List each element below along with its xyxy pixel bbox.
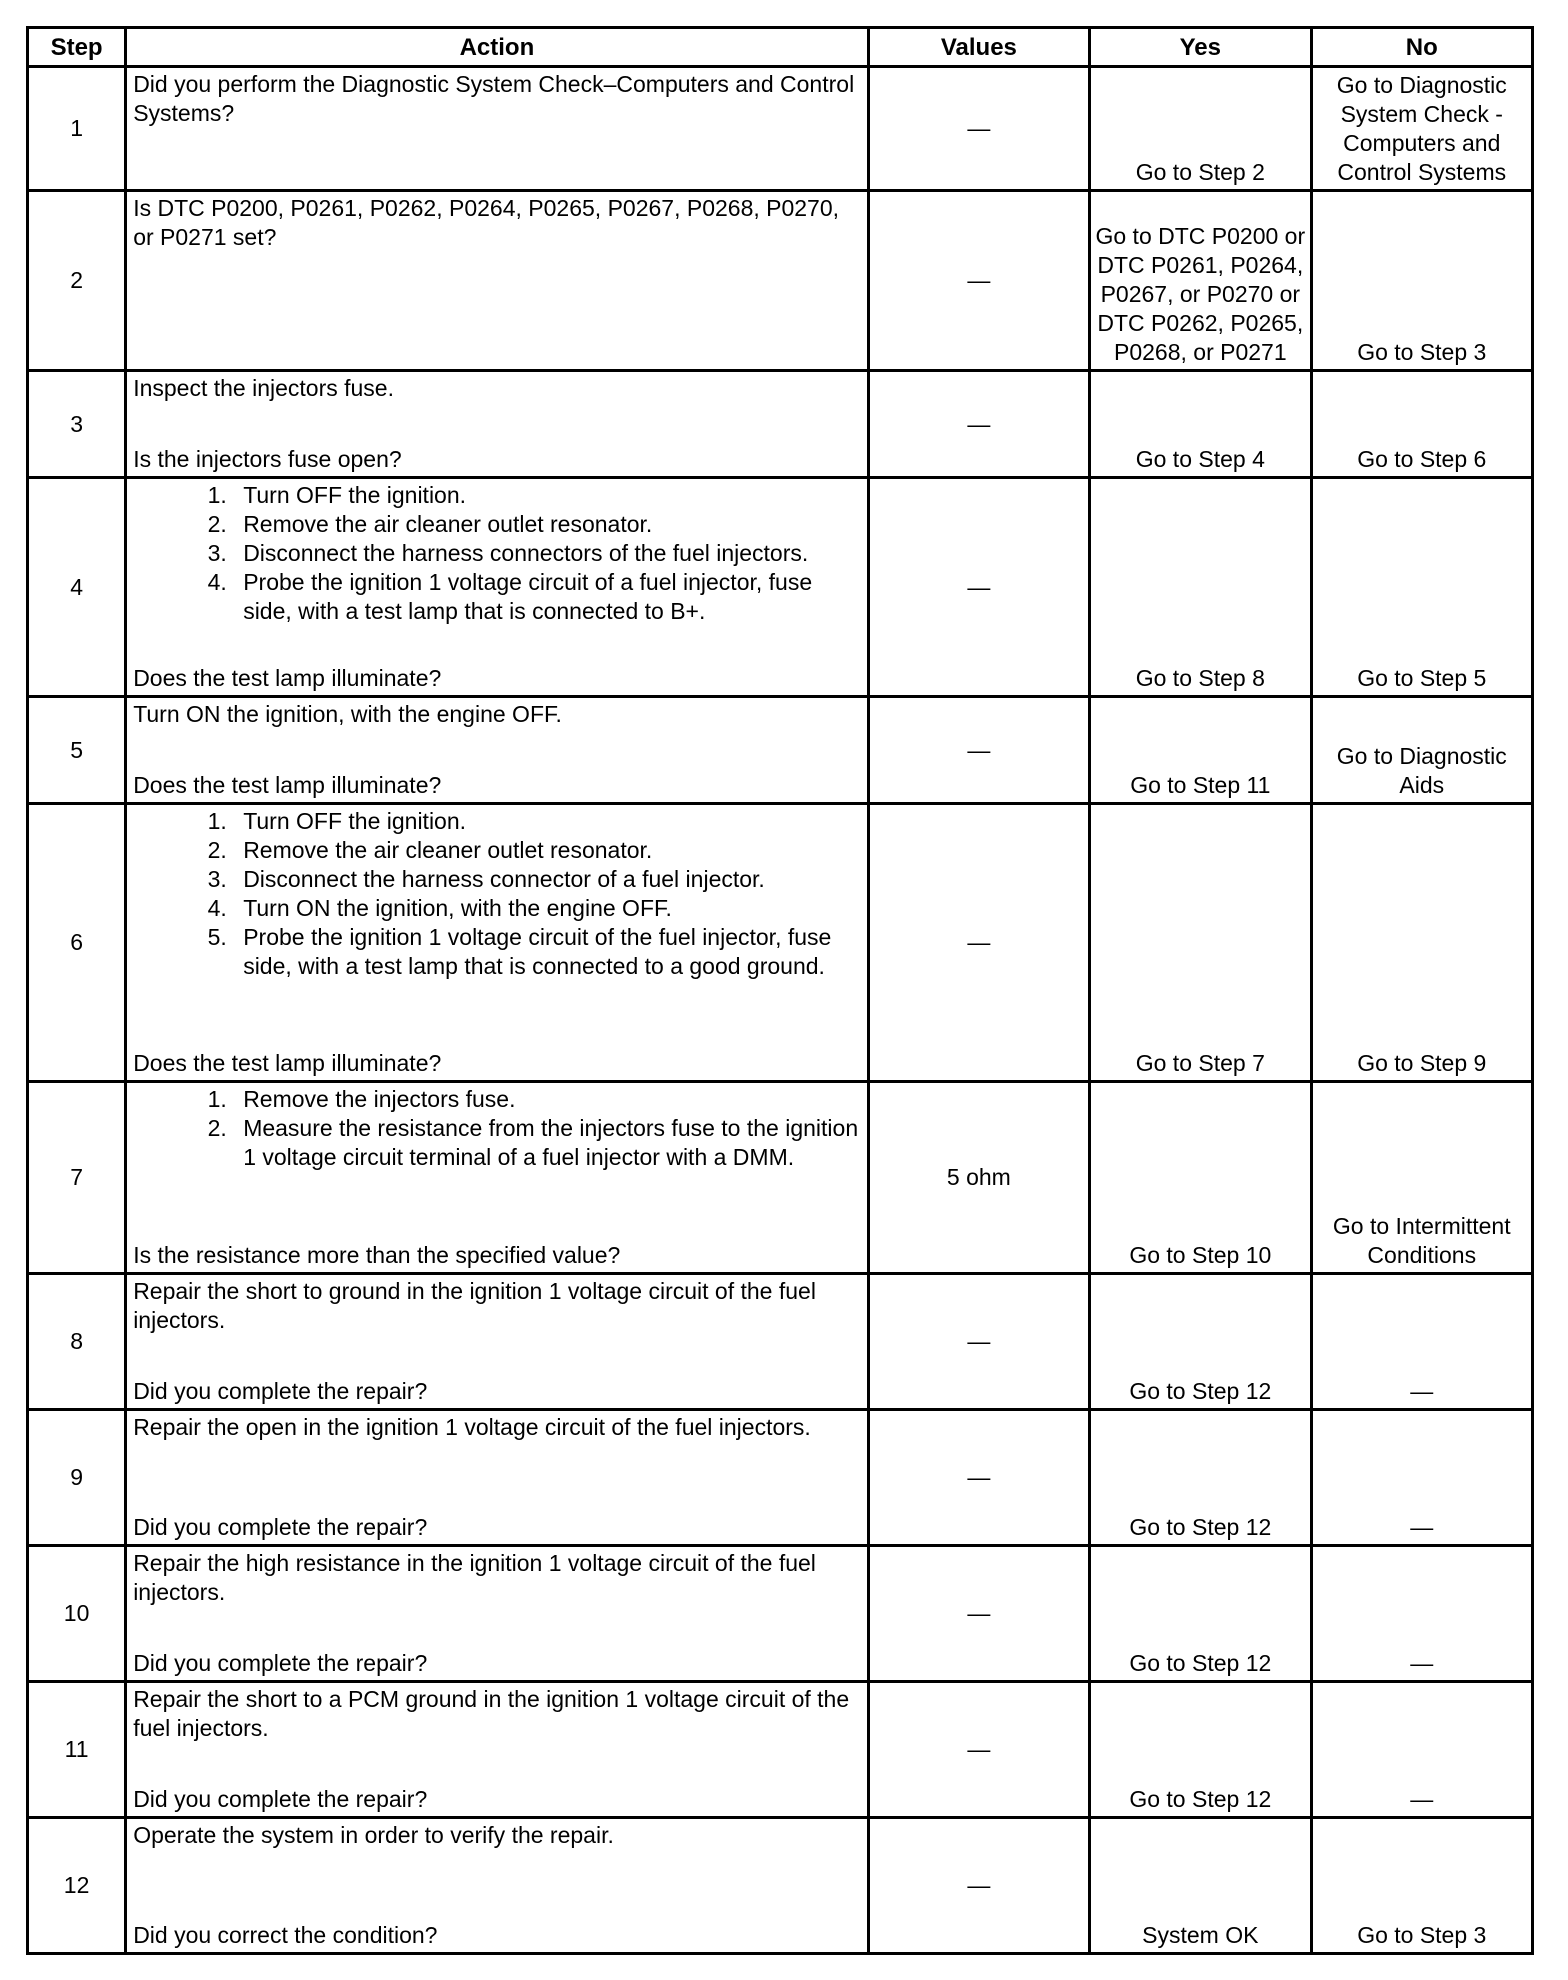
- action-question: Does the test lamp illuminate?: [133, 772, 442, 798]
- action-cell: [126, 371, 868, 478]
- values-cell: —: [868, 371, 1089, 478]
- header-action: Action: [126, 28, 868, 67]
- table-row: [28, 1546, 1533, 1682]
- step-number: 12: [28, 1818, 126, 1954]
- action-text: Repair the short to a PCM ground in the ignition 1 voltage circuit of the fuel injectors.: [133, 1686, 850, 1741]
- action-step-item: 1. Remove the injectors fuse.: [233, 1085, 860, 1114]
- yes-cell: Go to Step 12: [1090, 1410, 1311, 1546]
- action-text: Repair the open in the ignition 1 voltage circuit of the fuel injectors.: [133, 1414, 811, 1440]
- action-steps-list: [133, 807, 860, 981]
- header-values: Values: [868, 28, 1089, 67]
- action-question: Is the injectors fuse open?: [133, 446, 402, 472]
- yes-cell: Go to Step 11: [1090, 697, 1311, 804]
- action-question: Did you correct the condition?: [133, 1922, 438, 1948]
- action-step-item: 4. Probe the ignition 1 voltage circuit of a fuel injector, fuse side, with a test lamp that is connected to B+.: [233, 568, 860, 626]
- values-cell: —: [868, 67, 1089, 191]
- table-row: [28, 697, 1533, 804]
- action-cell: [126, 1818, 868, 1954]
- action-step-item: 3. Disconnect the harness connector of a fuel injector.: [233, 865, 860, 894]
- values-cell: —: [868, 1546, 1089, 1682]
- action-cell: [126, 478, 868, 697]
- action-text: Turn ON the ignition, with the engine OFF.: [133, 701, 562, 727]
- action-text: Inspect the injectors fuse.: [133, 375, 394, 401]
- table-row: [28, 1818, 1533, 1954]
- yes-cell: Go to DTC P0200 or DTC P0261, P0264, P0267, or P0270 or DTC P0262, P0265, P0268, or P0271: [1090, 191, 1311, 371]
- action-question: Did you complete the repair?: [133, 1378, 428, 1404]
- action-question: Is the resistance more than the specified value?: [133, 1242, 621, 1268]
- action-step-item: 4. Turn ON the ignition, with the engine OFF.: [233, 894, 860, 923]
- table-row: [28, 478, 1533, 697]
- step-number: 11: [28, 1682, 126, 1818]
- action-cell: [126, 1082, 868, 1274]
- values-cell: —: [868, 804, 1089, 1082]
- action-steps-list: [133, 481, 860, 626]
- yes-cell: Go to Step 2: [1090, 67, 1311, 191]
- action-question: Does the test lamp illuminate?: [133, 665, 442, 691]
- step-number: 5: [28, 697, 126, 804]
- action-cell: [126, 1682, 868, 1818]
- action-step-item: 1. Turn OFF the ignition.: [233, 807, 860, 836]
- table-row: [28, 191, 1533, 371]
- values-cell: —: [868, 1274, 1089, 1410]
- action-text: Repair the high resistance in the ignition 1 voltage circuit of the fuel injectors.: [133, 1550, 816, 1605]
- no-cell: Go to Step 3: [1311, 1818, 1532, 1954]
- no-cell: Go to Diagnostic System Check - Computers and Control Systems: [1311, 67, 1532, 191]
- step-number: 1: [28, 67, 126, 191]
- values-cell: —: [868, 1682, 1089, 1818]
- step-number: 6: [28, 804, 126, 1082]
- no-cell: Go to Step 6: [1311, 371, 1532, 478]
- table-row: [28, 1274, 1533, 1410]
- no-cell: Go to Step 9: [1311, 804, 1532, 1082]
- header-no: No: [1311, 28, 1532, 67]
- step-number: 9: [28, 1410, 126, 1546]
- table-row: [28, 371, 1533, 478]
- no-cell: —: [1311, 1410, 1532, 1546]
- step-number: 7: [28, 1082, 126, 1274]
- step-number: 10: [28, 1546, 126, 1682]
- header-row: [28, 28, 1533, 67]
- values-cell: —: [868, 1818, 1089, 1954]
- yes-cell: Go to Step 10: [1090, 1082, 1311, 1274]
- action-cell: [126, 1274, 868, 1410]
- no-cell: —: [1311, 1682, 1532, 1818]
- action-cell: [126, 191, 868, 371]
- table-row: [28, 1410, 1533, 1546]
- action-cell: [126, 1546, 868, 1682]
- table-row: [28, 1682, 1533, 1818]
- action-text: Operate the system in order to verify the repair.: [133, 1822, 614, 1848]
- action-cell: [126, 804, 868, 1082]
- action-question: Did you complete the repair?: [133, 1786, 428, 1812]
- table-body: [28, 67, 1533, 1954]
- no-cell: —: [1311, 1546, 1532, 1682]
- action-question: Did you complete the repair?: [133, 1514, 428, 1540]
- yes-cell: System OK: [1090, 1818, 1311, 1954]
- yes-cell: Go to Step 12: [1090, 1274, 1311, 1410]
- yes-cell: Go to Step 12: [1090, 1546, 1311, 1682]
- table-row: [28, 67, 1533, 191]
- yes-cell: Go to Step 12: [1090, 1682, 1311, 1818]
- no-cell: Go to Intermittent Conditions: [1311, 1082, 1532, 1274]
- values-cell: —: [868, 697, 1089, 804]
- action-step-item: 3. Disconnect the harness connectors of the fuel injectors.: [233, 539, 860, 568]
- yes-cell: Go to Step 8: [1090, 478, 1311, 697]
- step-number: 8: [28, 1274, 126, 1410]
- no-cell: Go to Diagnostic Aids: [1311, 697, 1532, 804]
- no-cell: —: [1311, 1274, 1532, 1410]
- action-question: Does the test lamp illuminate?: [133, 1050, 442, 1076]
- step-number: 2: [28, 191, 126, 371]
- action-text: Is DTC P0200, P0261, P0262, P0264, P0265, P0267, P0268, P0270, or P0271 set?: [133, 195, 840, 250]
- action-steps-list: [133, 1085, 860, 1172]
- action-cell: [126, 1410, 868, 1546]
- yes-cell: Go to Step 7: [1090, 804, 1311, 1082]
- action-question: Did you complete the repair?: [133, 1650, 428, 1676]
- action-cell: [126, 697, 868, 804]
- table-row: [28, 804, 1533, 1082]
- values-cell: —: [868, 191, 1089, 371]
- step-number: 4: [28, 478, 126, 697]
- action-step-item: 2. Remove the air cleaner outlet resonator.: [233, 836, 860, 865]
- values-cell: —: [868, 478, 1089, 697]
- action-cell: [126, 67, 868, 191]
- action-step-item: 1. Turn OFF the ignition.: [233, 481, 860, 510]
- action-step-item: 2. Measure the resistance from the injectors fuse to the ignition 1 voltage circuit terminal of a fuel injector with a DMM.: [233, 1114, 860, 1172]
- diagnostic-table: [26, 26, 1534, 1955]
- header-yes: Yes: [1090, 28, 1311, 67]
- table-row: [28, 1082, 1533, 1274]
- no-cell: Go to Step 3: [1311, 191, 1532, 371]
- header-step: Step: [28, 28, 126, 67]
- no-cell: Go to Step 5: [1311, 478, 1532, 697]
- step-number: 3: [28, 371, 126, 478]
- action-step-item: 2. Remove the air cleaner outlet resonator.: [233, 510, 860, 539]
- values-cell: 5 ohm: [868, 1082, 1089, 1274]
- yes-cell: Go to Step 4: [1090, 371, 1311, 478]
- action-step-item: 5. Probe the ignition 1 voltage circuit of the fuel injector, fuse side, with a test lamp that is connected to a good ground.: [233, 923, 860, 981]
- action-text: Repair the short to ground in the ignition 1 voltage circuit of the fuel injectors.: [133, 1278, 816, 1333]
- action-text: Did you perform the Diagnostic System Check–Computers and Control Systems?: [133, 71, 855, 126]
- values-cell: —: [868, 1410, 1089, 1546]
